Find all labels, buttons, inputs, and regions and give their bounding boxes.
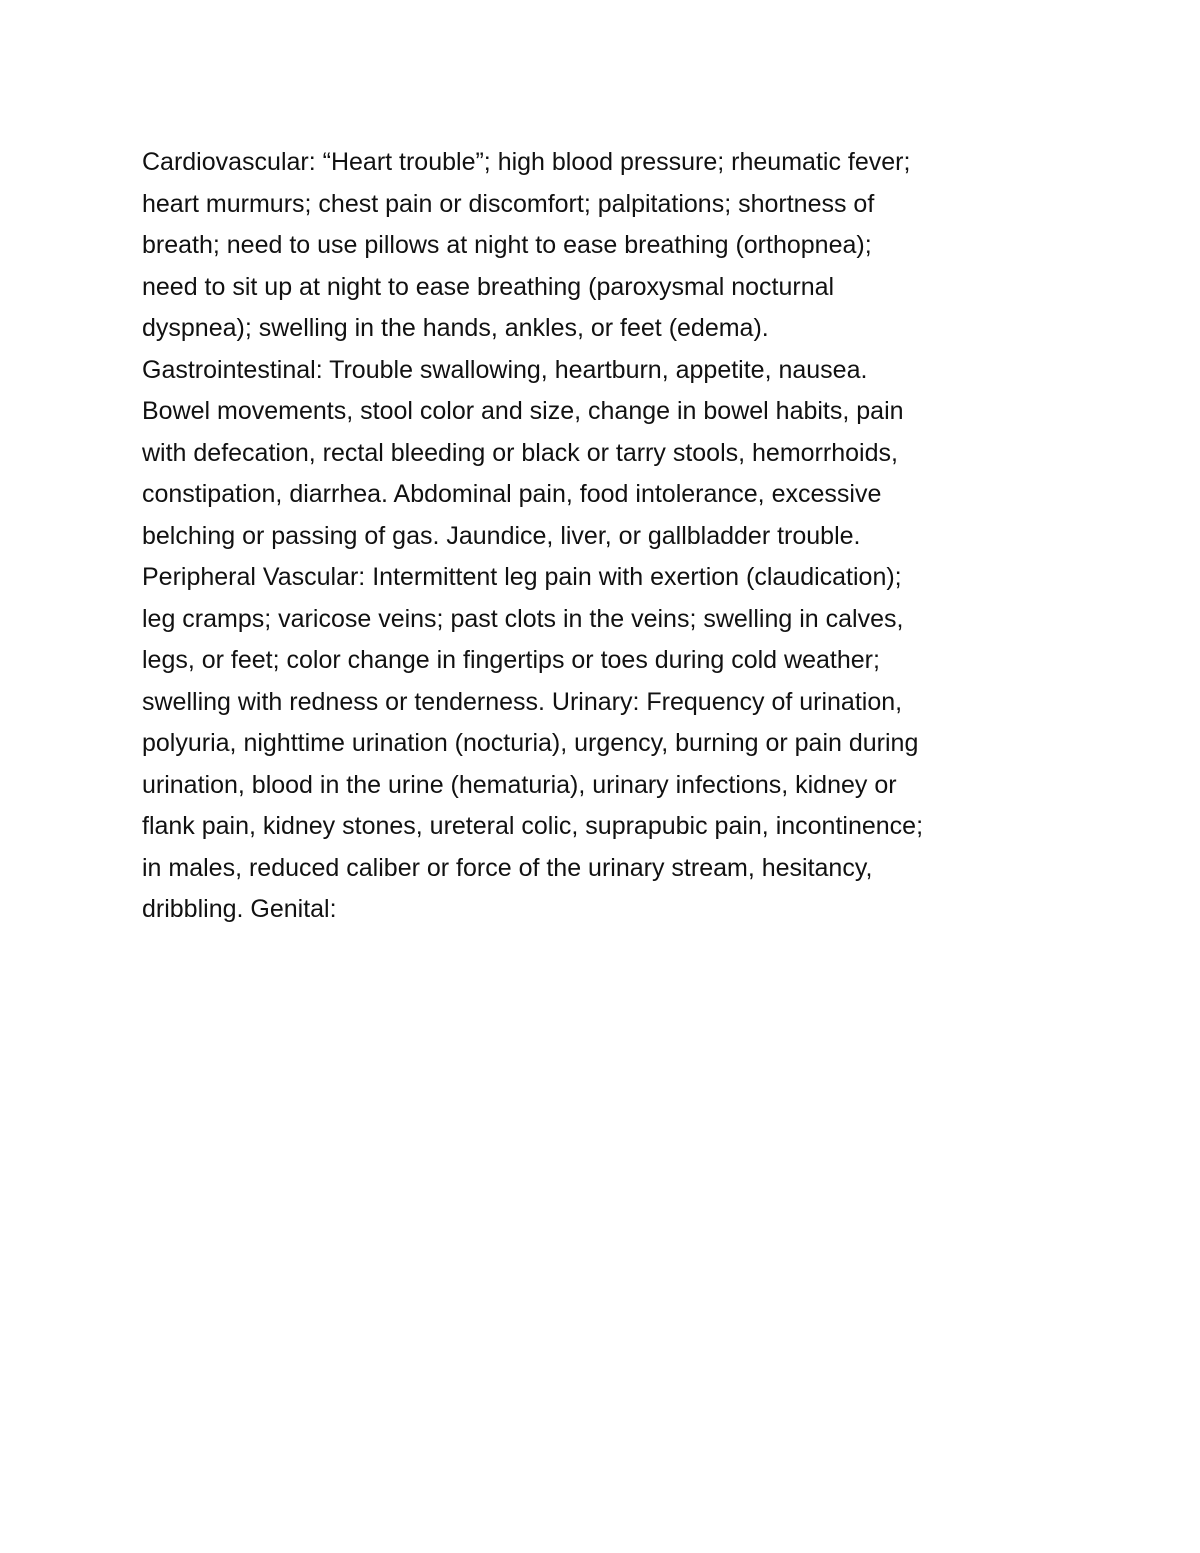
text-line: Peripheral Vascular: Intermittent leg pain with exertion (claudication);	[142, 563, 902, 591]
text-line: constipation, diarrhea. Abdominal pain, food intolerance, excessive	[142, 480, 882, 508]
text-line: Cardiovascular: “Heart trouble”; high blood pressure; rheumatic fever;	[142, 148, 911, 176]
text-line: heart murmurs; chest pain or discomfort; palpitations; shortness of	[142, 189, 875, 218]
text-line: in males, reduced caliber or force of the urinary stream, hesitancy,	[142, 853, 873, 882]
text-line: leg cramps; varicose veins; past clots in the veins; swelling in calves,	[142, 604, 904, 633]
text-line: flank pain, kidney stones, ureteral colic, suprapubic pain, incontinence;	[142, 812, 924, 840]
text-line: Gastrointestinal: Trouble swallowing, heartburn, appetite, nausea.	[142, 355, 868, 384]
text-line: dribbling. Genital:	[142, 895, 337, 923]
text-line: polyuria, nighttime urination (nocturia), urgency, burning or pain during	[142, 729, 919, 757]
text-line: legs, or feet; color change in fingertips or toes during cold weather;	[142, 646, 880, 674]
text-line: dyspnea); swelling in the hands, ankles, or feet (edema).	[142, 314, 769, 342]
text-line: belching or passing of gas. Jaundice, liver, or gallbladder trouble.	[142, 521, 861, 550]
text-line: need to sit up at night to ease breathing (paroxysmal nocturnal	[142, 272, 835, 301]
text-line: breath; need to use pillows at night to ease breathing (orthopnea);	[142, 231, 872, 259]
text-line: with defecation, rectal bleeding or black or tarry stools, hemorrhoids,	[142, 438, 898, 467]
text-line: swelling with redness or tenderness. Urinary: Frequency of urination,	[142, 687, 903, 716]
body-paragraph	[142, 142, 1072, 931]
text-line: urination, blood in the urine (hematuria), urinary infections, kidney or	[142, 770, 897, 799]
text-line: Bowel movements, stool color and size, change in bowel habits, pain	[142, 397, 904, 425]
